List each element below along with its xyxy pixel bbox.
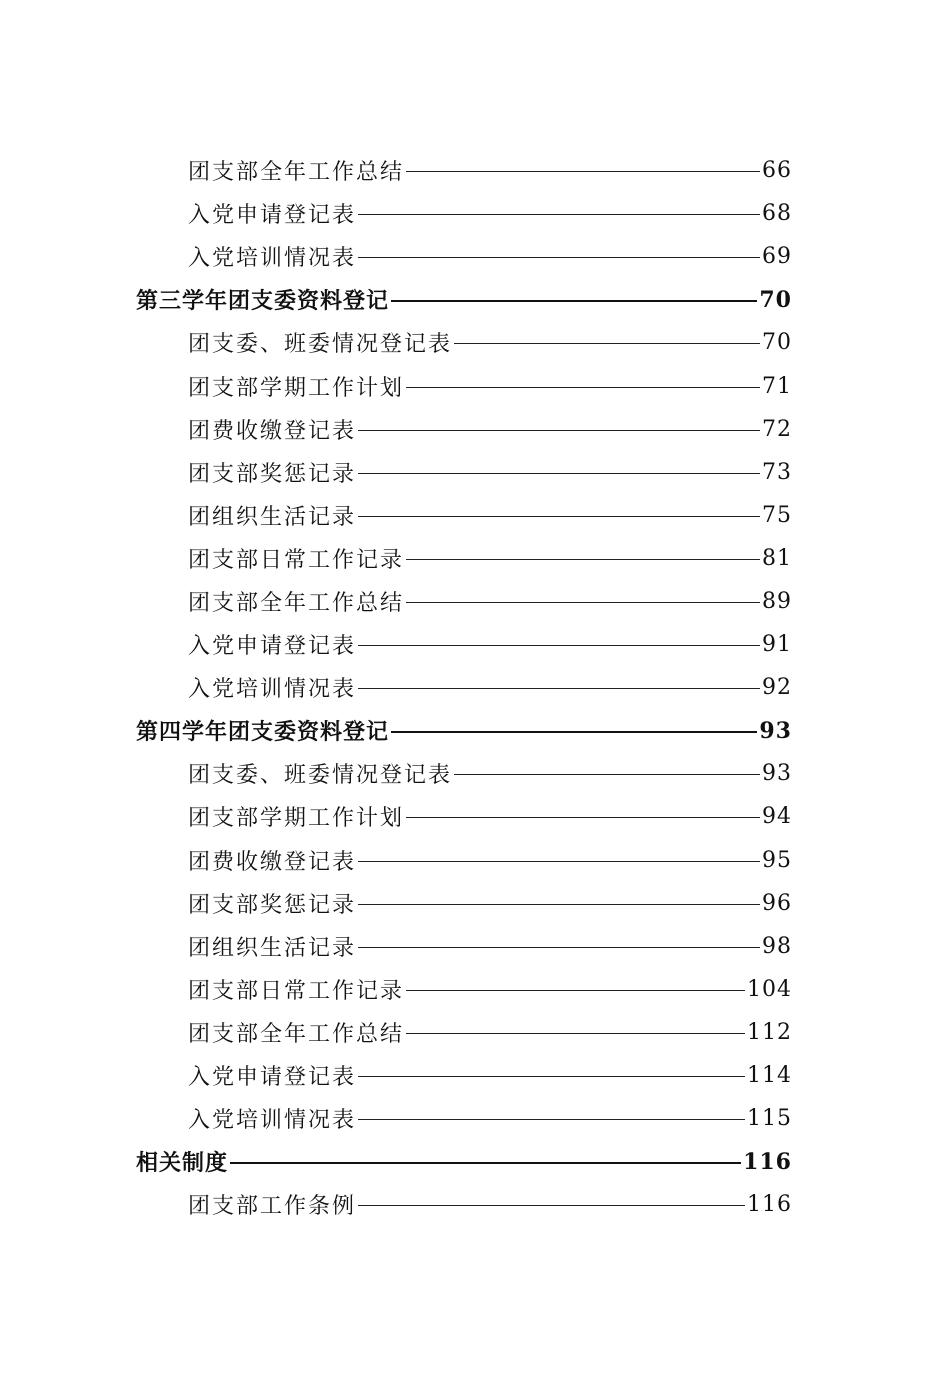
toc-page-number: 93 (759, 717, 792, 744)
toc-entry-label: 入党培训情况表 (188, 677, 357, 703)
toc-leader-line (406, 602, 760, 603)
table-of-contents (0, 149, 950, 1226)
toc-entry[interactable] (0, 623, 792, 666)
toc-entry[interactable] (0, 537, 792, 580)
toc-page-number: 72 (762, 416, 792, 442)
toc-entry-label: 团支部日常工作记录 (188, 978, 405, 1004)
toc-entry-label: 团费收缴登记表 (188, 849, 357, 875)
toc-page-number: 104 (747, 976, 792, 1002)
toc-entry-label: 入党申请登记表 (188, 634, 357, 660)
toc-leader-line (358, 473, 760, 474)
toc-entry[interactable] (0, 795, 792, 838)
toc-leader-line (406, 817, 760, 818)
toc-entry[interactable] (0, 882, 792, 925)
toc-entry-label: 相关制度 (136, 1150, 229, 1177)
toc-leader-line (358, 1119, 745, 1120)
toc-page-number: 112 (747, 1019, 792, 1045)
toc-leader-line (358, 1076, 745, 1077)
toc-page-number: 96 (762, 890, 792, 916)
toc-leader-line (454, 343, 760, 344)
toc-leader-line (406, 387, 760, 388)
toc-leader-line (230, 1162, 741, 1164)
toc-entry[interactable] (0, 192, 792, 235)
toc-entry[interactable] (0, 1054, 792, 1097)
toc-leader-line (406, 171, 760, 172)
toc-entry[interactable] (0, 752, 792, 795)
toc-leader-line (358, 688, 760, 689)
toc-page-number: 66 (762, 158, 792, 184)
toc-entry[interactable] (0, 149, 792, 192)
toc-entry[interactable] (0, 1011, 792, 1054)
toc-leader-line (358, 645, 760, 646)
toc-page-number: 73 (762, 459, 792, 485)
toc-entry-label: 团组织生活记录 (188, 504, 357, 530)
toc-page-number: 70 (759, 286, 792, 313)
toc-page-number: 89 (762, 588, 792, 614)
toc-leader-line (358, 1205, 745, 1206)
toc-entry[interactable] (0, 839, 792, 882)
toc-entry-label: 团支部全年工作总结 (188, 590, 405, 616)
toc-entry[interactable] (0, 580, 792, 623)
toc-entry-label: 第四学年团支委资料登记 (136, 719, 390, 746)
toc-leader-line (454, 774, 760, 775)
toc-leader-line (391, 731, 757, 733)
toc-leader-line (358, 516, 760, 517)
toc-leader-line (358, 257, 760, 258)
toc-entry-label: 团支部工作条例 (188, 1194, 357, 1220)
toc-entry-label: 团支部学期工作计划 (188, 806, 405, 832)
toc-leader-line (406, 990, 745, 991)
toc-entry[interactable] (0, 364, 792, 407)
toc-entry[interactable] (0, 451, 792, 494)
toc-page-number: 92 (762, 675, 792, 701)
toc-entry-label: 第三学年团支委资料登记 (136, 288, 390, 315)
toc-leader-line (358, 214, 760, 215)
toc-page-number: 98 (762, 933, 792, 959)
toc-entry-label: 团支委、班委情况登记表 (188, 332, 453, 358)
toc-leader-line (406, 1033, 745, 1034)
toc-page-number: 71 (762, 373, 792, 399)
toc-section-heading[interactable] (0, 709, 792, 752)
toc-page-number: 116 (747, 1192, 792, 1218)
toc-entry-label: 团支部奖惩记录 (188, 892, 357, 918)
toc-leader-line (358, 430, 760, 431)
toc-entry[interactable] (0, 408, 792, 451)
toc-entry[interactable] (0, 494, 792, 537)
toc-entry[interactable] (0, 968, 792, 1011)
toc-entry[interactable] (0, 1183, 792, 1226)
toc-leader-line (391, 300, 757, 302)
toc-leader-line (358, 904, 760, 905)
toc-page-number: 95 (762, 847, 792, 873)
toc-entry-label: 团支委、班委情况登记表 (188, 763, 453, 789)
toc-entry-label: 入党申请登记表 (188, 1065, 357, 1091)
toc-section-heading[interactable] (0, 278, 792, 321)
toc-entry-label: 团支部全年工作总结 (188, 160, 405, 186)
toc-page-number: 68 (762, 201, 792, 227)
toc-entry-label: 团支部全年工作总结 (188, 1021, 405, 1047)
toc-page-number: 94 (762, 804, 792, 830)
toc-entry[interactable] (0, 1097, 792, 1140)
toc-leader-line (406, 559, 760, 560)
toc-entry[interactable] (0, 925, 792, 968)
toc-leader-line (358, 861, 760, 862)
toc-page-number: 93 (762, 761, 792, 787)
toc-leader-line (358, 947, 760, 948)
toc-entry-label: 团支部奖惩记录 (188, 461, 357, 487)
toc-page-number: 91 (762, 632, 792, 658)
toc-entry[interactable] (0, 666, 792, 709)
toc-page-number: 115 (747, 1106, 792, 1132)
toc-entry[interactable] (0, 321, 792, 364)
toc-entry-label: 团支部日常工作记录 (188, 547, 405, 573)
toc-page-number: 75 (762, 502, 792, 528)
toc-page-number: 81 (762, 545, 792, 571)
toc-entry-label: 入党申请登记表 (188, 203, 357, 229)
toc-entry[interactable] (0, 235, 792, 278)
toc-page-number: 69 (762, 244, 792, 270)
toc-page-number: 116 (743, 1148, 792, 1175)
toc-entry-label: 团支部学期工作计划 (188, 375, 405, 401)
toc-section-heading[interactable] (0, 1140, 792, 1183)
toc-entry-label: 团组织生活记录 (188, 935, 357, 961)
toc-page-number: 114 (747, 1063, 792, 1089)
toc-entry-label: 入党培训情况表 (188, 246, 357, 272)
toc-entry-label: 团费收缴登记表 (188, 418, 357, 444)
toc-page-number: 70 (762, 330, 792, 356)
toc-entry-label: 入党培训情况表 (188, 1108, 357, 1134)
